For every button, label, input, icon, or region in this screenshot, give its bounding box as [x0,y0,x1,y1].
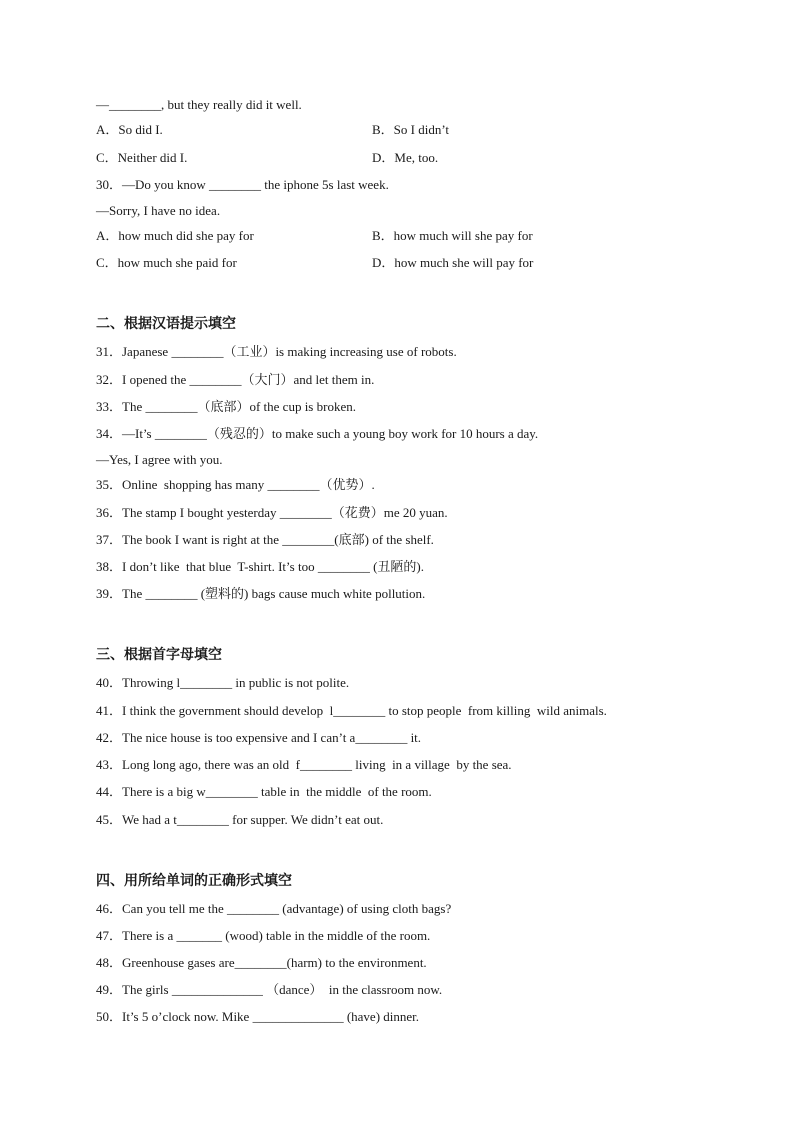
q30-option-c: C．how much she paid for [96,255,237,270]
question-36: 36．The stamp I bought yesterday ________（花费）me 20 yuan. [96,505,448,520]
question-35: 35．Online shopping has many ________（优势）. [96,477,375,492]
q29-option-b: B．So I didn’t [372,122,450,137]
section4-heading: 四、用所给单词的正确形式填空 [96,873,292,889]
question-34-reply: —Yes, I agree with you. [96,452,223,467]
question-33: 33．The ________（底部）of the cup is broken. [96,399,356,414]
question-39: 39．The ________ (塑料的) bags cause much white pollution. [96,586,426,601]
question-45: 45．We had a t________ for supper. We didn’t eat out. [96,812,384,827]
q29-reply: —________, but they really did it well. [96,97,302,112]
question-43: 43．Long long ago, there was an old f________ living in a village by the sea. [96,757,512,772]
question-46: 46．Can you tell me the ________ (advantage) of using cloth bags? [96,901,452,916]
question-48: 48．Greenhouse gases are________(harm) to the environment. [96,955,427,970]
question-40: 40．Throwing l________ in public is not polite. [96,675,350,690]
question-31: 31．Japanese ________（工业）is making increasing use of robots. [96,344,457,359]
question-47: 47．There is a _______ (wood) table in the middle of the room. [96,928,431,943]
question-34: 34．—It’s ________（残忍的）to make such a young boy work for 10 hours a day. [96,426,539,441]
question-44: 44．There is a big w________ table in the middle of the room. [96,784,432,799]
question-37: 37．The book I want is right at the ________(底部) of the shelf. [96,532,434,547]
q30-option-a: A．how much did she pay for [96,228,254,243]
q30-option-b: B．how much will she pay for [372,228,533,243]
q29-option-a: A．So did I. [96,122,163,137]
question-42: 42．The nice house is too expensive and I can’t a________ it. [96,730,422,745]
q30-reply: —Sorry, I have no idea. [96,203,221,218]
question-32: 32．I opened the ________（大门）and let them in. [96,372,375,387]
question-50: 50．It’s 5 o’clock now. Mike ______________ (have) dinner. [96,1009,420,1024]
question-41: 41．I think the government should develop l________ to stop people from killing wild animals. [96,703,607,718]
q29-option-c: C．Neither did I. [96,150,188,165]
question-49: 49．The girls ______________ （dance） in the classroom now. [96,982,443,997]
q30-option-d: D．how much she will pay for [372,255,534,270]
section2-heading: 二、根据汉语提示填空 [96,316,236,332]
q30-stem: 30．—Do you know ________ the iphone 5s last week. [96,177,389,192]
question-38: 38．I don’t like that blue T-shirt. It’s too ________ (丑陋的). [96,559,424,574]
q29-option-d: D．Me, too. [372,150,439,165]
section3-heading: 三、根据首字母填空 [96,647,222,663]
